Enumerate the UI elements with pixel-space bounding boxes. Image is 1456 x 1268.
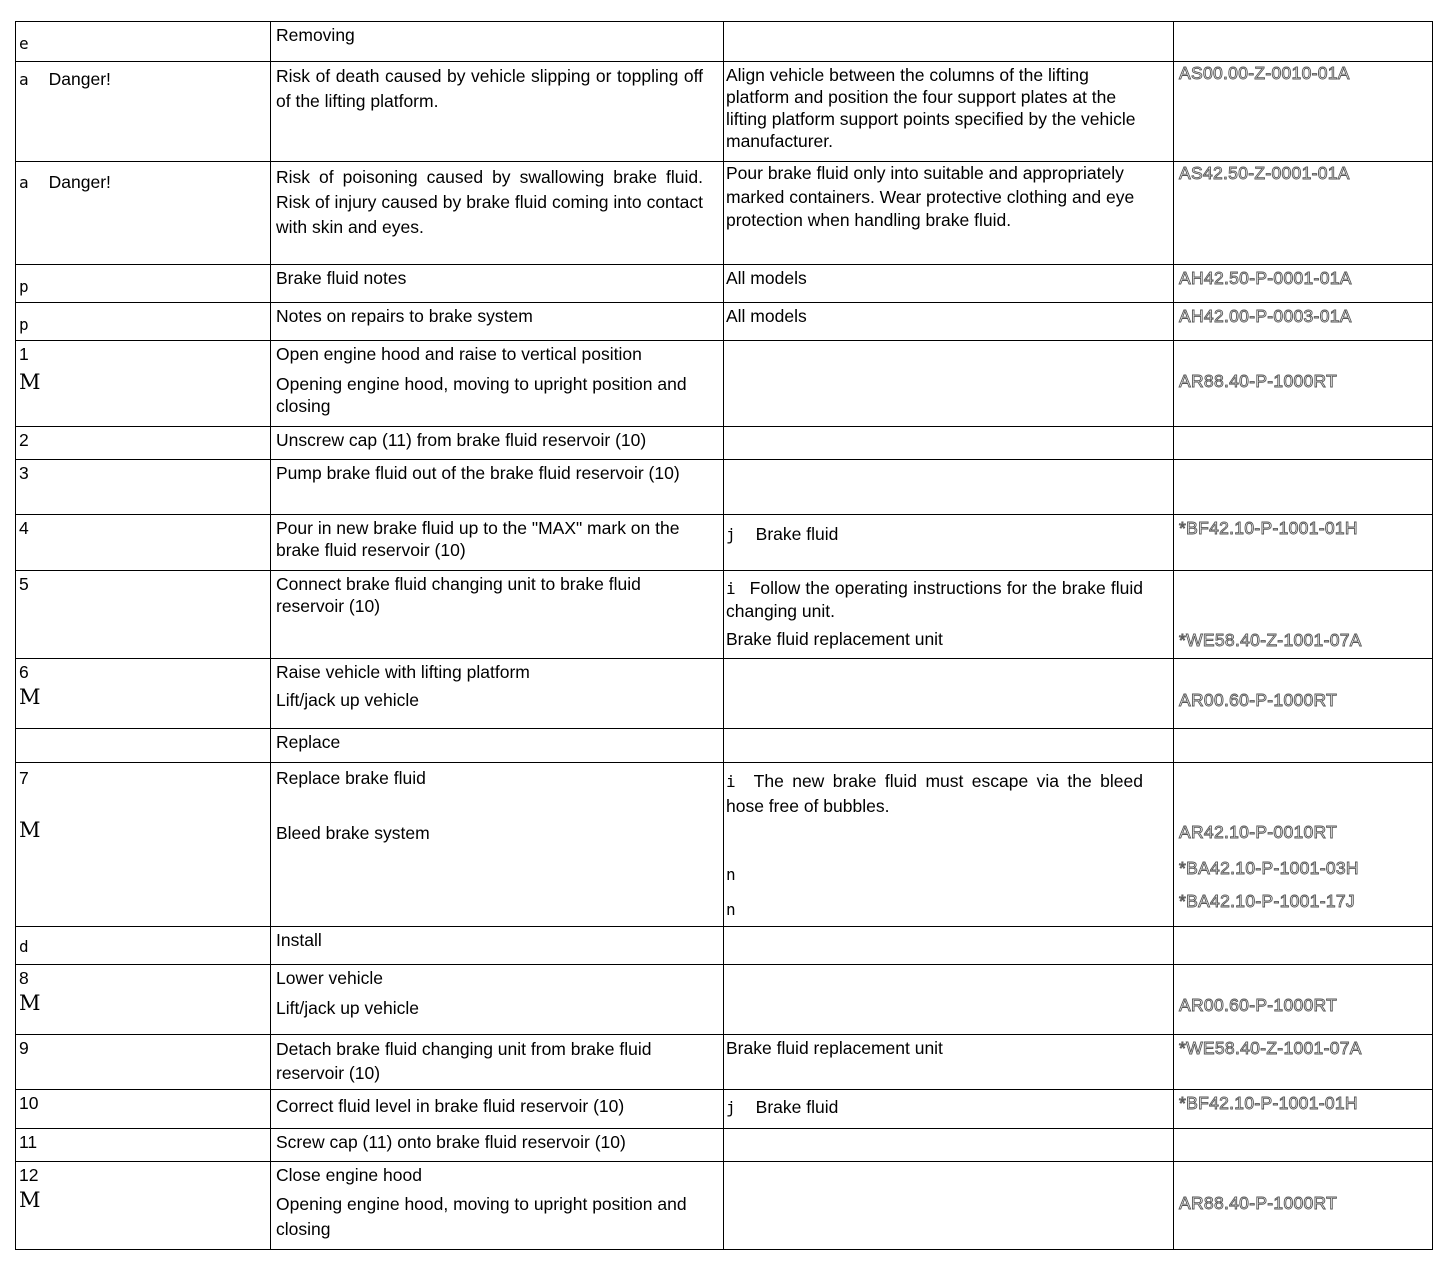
step-number: 1 (19, 344, 29, 364)
step-text: Close engine hood (276, 1165, 422, 1185)
step-text: Pour in new brake fluid up to the "MAX" mark on the brake fluid reservoir (10) (276, 518, 680, 560)
step-text: Lower vehicle (276, 968, 383, 988)
step-number: 8 (19, 968, 29, 988)
step-text: Connect brake fluid changing unit to brake fluid reservoir (10) (276, 574, 641, 616)
step-text: Brake fluid notes (276, 268, 407, 288)
table-row (16, 1090, 1433, 1129)
table-row (16, 659, 1433, 729)
table-row (16, 927, 1433, 965)
step-number: 5 (19, 574, 29, 594)
table-row (16, 162, 1433, 265)
doc-reference[interactable]: *BA42.10-P-1001-03H (1179, 858, 1359, 878)
step-text: Open engine hood and raise to vertical position (276, 344, 642, 364)
model-text: All models (726, 306, 807, 326)
info-icon: i (726, 772, 736, 791)
doc-reference[interactable]: AR00.60-P-1000RT (1179, 690, 1338, 710)
step-number: 7 (19, 768, 29, 788)
table-row (16, 427, 1433, 460)
fluid-icon: j (726, 1098, 736, 1117)
procedure-table (15, 21, 1433, 1250)
step-text: Raise vehicle with lifting platform (276, 662, 530, 682)
section-symbol: d (19, 937, 29, 956)
table-row (16, 1129, 1433, 1162)
doc-reference[interactable]: AR88.40-P-1000RT (1179, 1193, 1338, 1213)
instruction-text: Align vehicle between the columns of the lifting platform and position the four support plates at the lifting platform support points specified by the vehicle manufacturer. (726, 65, 1136, 151)
table-row (16, 1035, 1433, 1090)
note-icon: p (19, 315, 29, 334)
step-text: Notes on repairs to brake system (276, 306, 533, 326)
doc-reference[interactable]: *BF42.10-P-1001-01H (1179, 518, 1358, 538)
manual-icon: M (19, 818, 41, 842)
section-title: Replace (276, 732, 341, 752)
table-row (16, 460, 1433, 515)
table-row (16, 62, 1433, 162)
doc-reference[interactable]: *BF42.10-P-1001-01H (1179, 1093, 1358, 1113)
fluid-icon: j (726, 525, 736, 544)
fluid-label: Brake fluid (755, 524, 839, 544)
doc-reference[interactable]: *WE58.40-Z-1001-07A (1179, 1038, 1362, 1058)
substep-text: Opening engine hood, moving to upright position and closing (276, 1194, 687, 1239)
table-row (16, 265, 1433, 303)
step-number: 2 (19, 430, 29, 450)
section-symbol: e (19, 34, 29, 53)
step-number: 10 (19, 1093, 39, 1113)
note-icon: p (19, 277, 29, 296)
substep-text: Lift/jack up vehicle (276, 690, 419, 710)
step-text: Pump brake fluid out of the brake fluid reservoir (10) (276, 463, 680, 483)
danger-icon: a (19, 70, 29, 89)
standard-icon: n (726, 900, 736, 919)
section-title: Removing (276, 25, 355, 45)
section-title: Install (276, 930, 322, 950)
manual-icon: M (19, 1188, 41, 1212)
danger-label: Danger! (48, 69, 111, 89)
table-row (16, 763, 1433, 927)
substep-text: Bleed brake system (276, 823, 430, 843)
step-number: 11 (19, 1132, 38, 1152)
tool-text: Brake fluid replacement unit (726, 629, 943, 649)
table-row (16, 22, 1433, 62)
step-text: Risk of death caused by vehicle slipping or toppling off of the lifting platform. (276, 66, 703, 111)
step-number: 6 (19, 662, 29, 682)
table-row (16, 571, 1433, 659)
table-row (16, 729, 1433, 763)
step-text: Risk of poisoning caused by swallowing brake fluid. Risk of injury caused by brake fluid coming into contact with skin and eyes. (276, 167, 703, 237)
step-text: Replace brake fluid (276, 768, 426, 788)
table-row (16, 965, 1433, 1035)
step-text: Unscrew cap (11) from brake fluid reservoir (10) (276, 430, 647, 450)
info-text: Follow the operating instructions for the brake fluid changing unit. (726, 578, 1143, 621)
table-row (16, 341, 1433, 427)
manual-icon: M (19, 370, 41, 394)
step-text: Correct fluid level in brake fluid reservoir (10) (276, 1096, 625, 1116)
danger-icon: a (19, 173, 29, 192)
tool-text: Brake fluid replacement unit (726, 1038, 943, 1058)
table-row (16, 515, 1433, 571)
danger-label: Danger! (48, 172, 111, 192)
doc-reference[interactable]: AR00.60-P-1000RT (1179, 995, 1338, 1015)
doc-reference[interactable]: AH42.50-P-0001-01A (1179, 268, 1352, 288)
doc-reference[interactable]: AR42.10-P-0010RT (1179, 822, 1338, 842)
substep-text: Opening engine hood, moving to upright position and closing (276, 374, 687, 416)
table-row (16, 303, 1433, 341)
info-text: The new brake fluid must escape via the bleed hose free of bubbles. (726, 771, 1143, 816)
step-number: 4 (19, 518, 29, 538)
doc-reference[interactable]: AH42.00-P-0003-01A (1179, 306, 1352, 326)
doc-reference[interactable]: AR88.40-P-1000RT (1179, 371, 1338, 391)
step-text: Screw cap (11) onto brake fluid reservoir (10) (276, 1132, 626, 1152)
model-text: All models (726, 268, 807, 288)
doc-reference[interactable]: AS00.00-Z-0010-01A (1179, 63, 1350, 83)
manual-icon: M (19, 685, 41, 709)
doc-reference[interactable]: AS42.50-Z-0001-01A (1179, 163, 1350, 183)
fluid-label: Brake fluid (755, 1097, 839, 1117)
table-row (16, 1162, 1433, 1250)
step-text: Detach brake fluid changing unit from brake fluid reservoir (10) (276, 1039, 652, 1083)
doc-reference[interactable]: *WE58.40-Z-1001-07A (1179, 630, 1362, 650)
standard-icon: n (726, 865, 736, 884)
step-number: 9 (19, 1038, 29, 1058)
step-number: 12 (19, 1165, 39, 1185)
info-icon: i (726, 579, 736, 598)
manual-icon: M (19, 991, 41, 1015)
instruction-text: Pour brake fluid only into suitable and appropriately marked containers. Wear protective clothing and eye protection when handling brake fluid. (726, 163, 1135, 230)
substep-text: Lift/jack up vehicle (276, 998, 419, 1018)
step-number: 3 (19, 463, 29, 483)
doc-reference[interactable]: *BA42.10-P-1001-17J (1179, 891, 1355, 911)
